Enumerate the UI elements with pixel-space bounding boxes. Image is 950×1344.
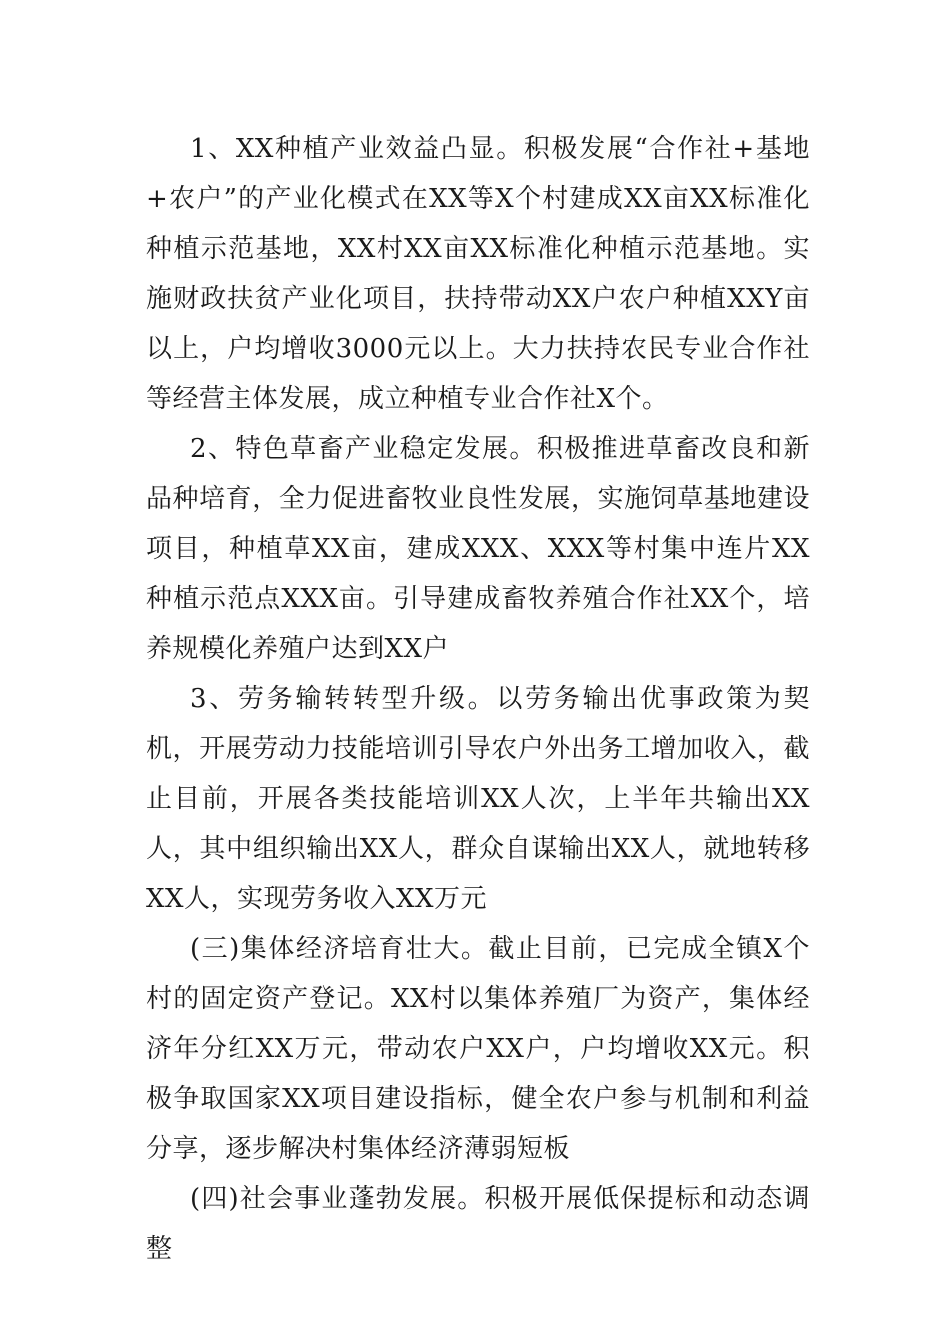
paragraph-planting-industry: 1、XX种植产业效益凸显。积极发展“合作社+基地+农户”的产业化模式在XX等X个村建成XX亩XX标准化种植示范基地，XX村XX亩XX标准化种植示范基地。实施财政扶贫产业化项目，扶持带动XX户农户种植XXY亩以上，户均增收3000元以上。大力扶持农民专业合作社等经营主体发展，成立种植专业合作社X个。	[146, 134, 810, 414]
document-body	[146, 124, 810, 1274]
paragraph-livestock-industry: 2、特色草畜产业稳定发展。积极推进草畜改良和新品种培育，全力促进畜牧业良性发展，实施饲草基地建设项目，种植草XX亩，建成XXX、XXX等村集中连片XX种植示范点XXX亩。引导建成畜牧养殖合作社XX个，培养规模化养殖户达到XX户	[146, 434, 810, 664]
paragraph-labor-export: 3、劳务输转转型升级。以劳务输出优事政策为契机，开展劳动力技能培训引导农户外出务工增加收入，截止目前，开展各类技能培训XX人次，上半年共输出XX人，其中组织输出XX人，群众自谋输出XX人，就地转移XX人，实现劳务收入XX万元	[146, 684, 810, 914]
paragraph-collective-economy: (三)集体经济培育壮大。截止目前，已完成全镇X个村的固定资产登记。XX村以集体养殖厂为资产，集体经济年分红XX万元，带动农户XX户，户均增收XX元。积极争取国家XX项目建设指标，健全农户参与机制和利益分享，逐步解决村集体经济薄弱短板	[146, 934, 810, 1164]
paragraph-social-affairs: (四)社会事业蓬勃发展。积极开展低保提标和动态调整	[146, 1184, 810, 1264]
